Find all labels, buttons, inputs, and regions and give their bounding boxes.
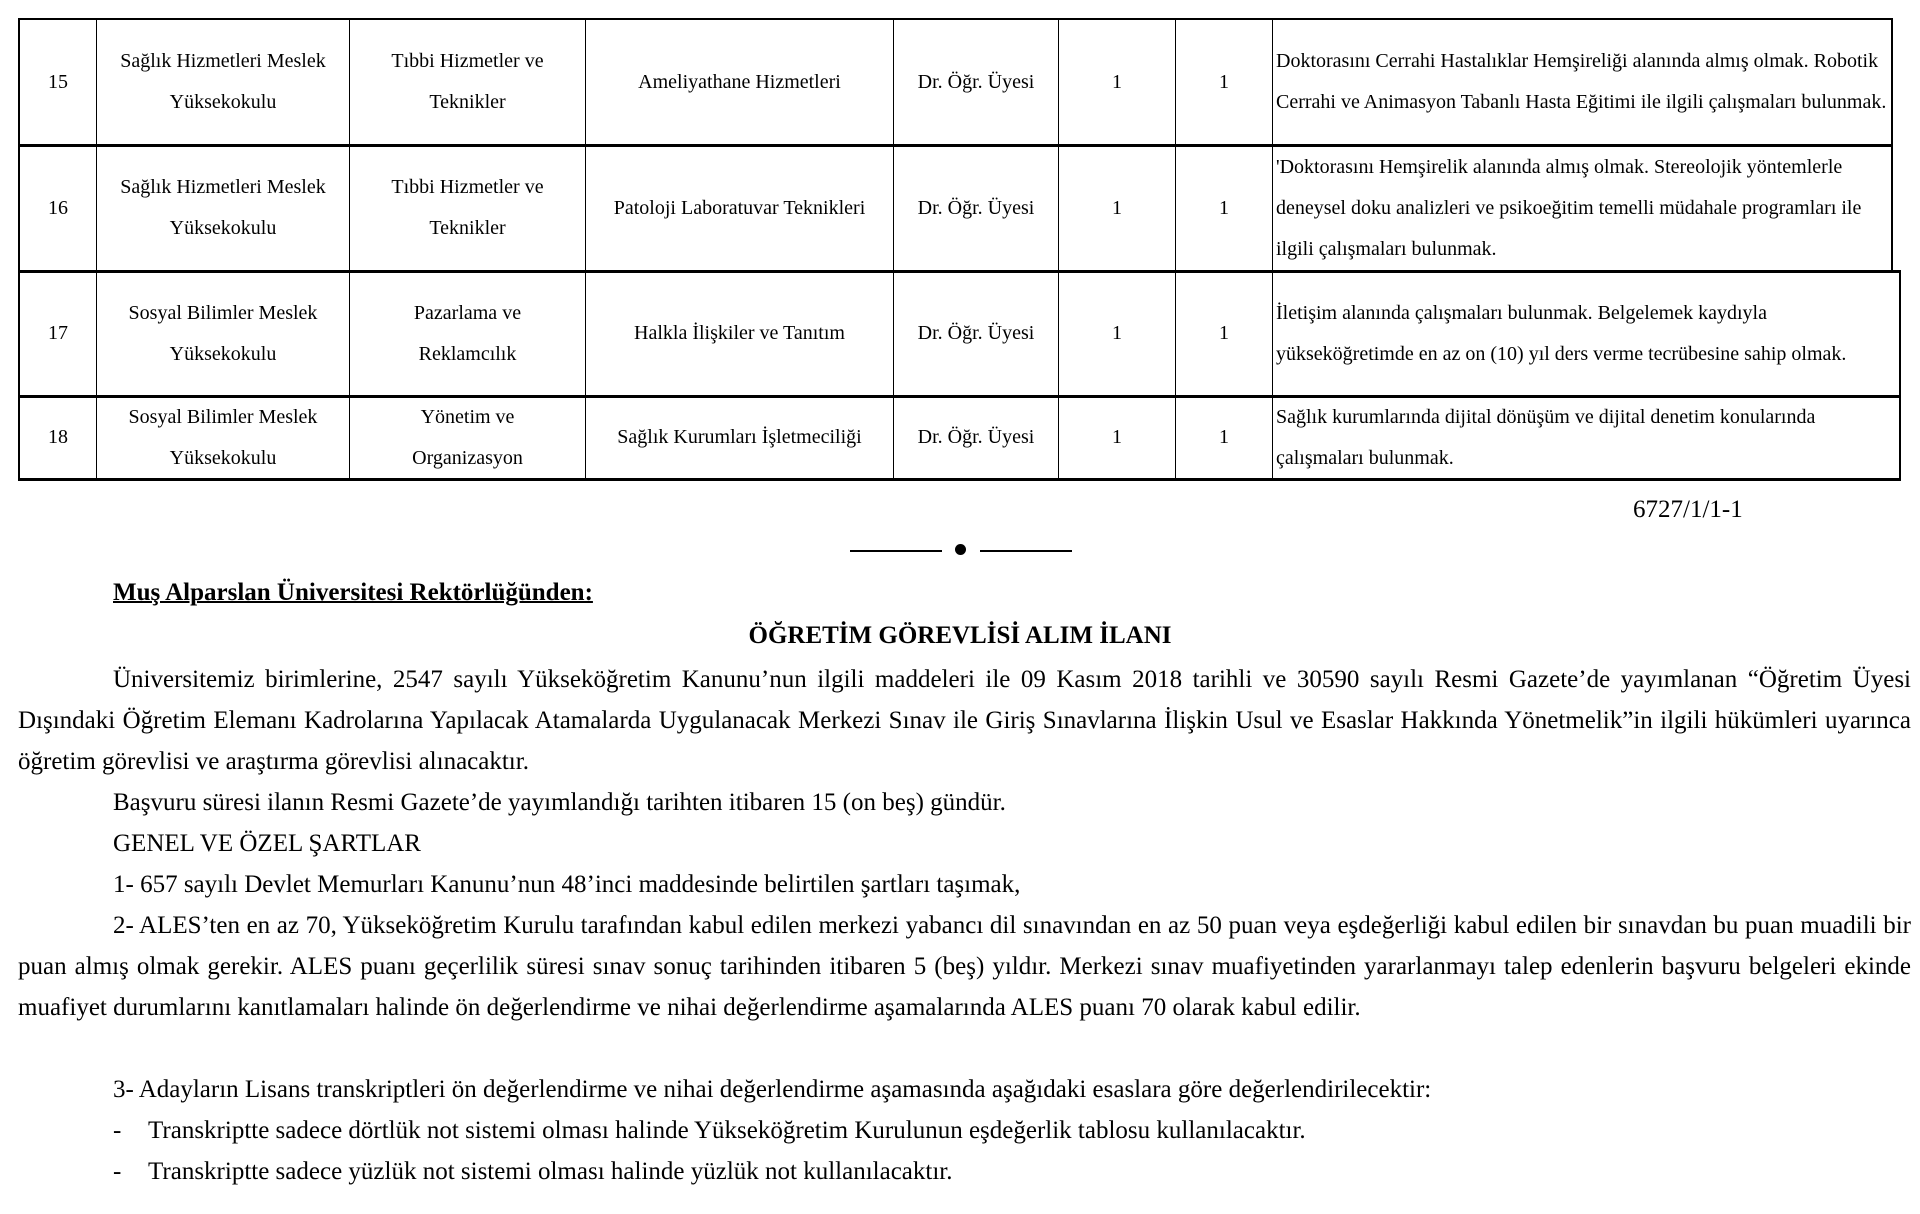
program-name: Patoloji Laboratuvar Teknikleri <box>613 196 866 219</box>
department-name: Pazarlama ve Reklamcılık <box>413 301 522 365</box>
cell-title <box>893 145 1058 271</box>
cell-no <box>18 271 96 396</box>
table-row <box>18 145 1893 271</box>
position-count: 1 <box>1219 70 1229 93</box>
separator-dash <box>980 550 1072 552</box>
unit-name: Sosyal Bilimler Meslek Yüksekokulu <box>128 301 318 365</box>
table-row-divider <box>18 395 1901 398</box>
position-count: 1 <box>1219 322 1229 344</box>
conditions-heading: GENEL VE ÖZEL ŞARTLAR <box>113 830 421 857</box>
degree-value: 1 <box>1112 426 1122 448</box>
cell-department <box>349 145 585 271</box>
cell-program <box>585 396 893 479</box>
program-name: Halkla İlişkiler ve Tanıtım <box>634 322 845 344</box>
table-row <box>18 19 1893 145</box>
requirements-text: 'Doktorasını Hemşirelik alanında almış olmak. Stereolojik yöntemlerle deneysel doku analizleri ve psikoeğitim temelli müdahale programları ile ilgili çalışmaları bulunmak. <box>1276 155 1862 260</box>
intro-text: Üniversitemiz birimlerine, 2547 sayılı Yükseköğretim Kanunu’nun ilgili maddeleri ile 09 Kasım 2018 tarihli ve 30590 sayılı Resmi Gazete’de yayımlanan “Öğretim Üyesi Dışındaki Öğretim Elemanı Kadrolarına Yapılacak Atamalarda Uygulanacak Merkezi Sınav ile Giriş Sınavlarına İlişkin Usul ve Esaslar Hakkında Yönetmelik”in ilgili hükümleri uyarınca öğretim görevlisi ve araştırma görevlisi alınacaktır. <box>18 666 1911 775</box>
bullet-item <box>113 1110 1306 1151</box>
cell-degree <box>1058 19 1175 145</box>
cell-unit <box>96 145 349 271</box>
cell-count <box>1175 271 1272 396</box>
degree-value: 1 <box>1112 196 1122 219</box>
department-name: Tıbbi Hizmetler ve Teknikler <box>391 50 544 113</box>
intro-paragraph <box>18 659 1911 782</box>
cell-program <box>585 19 893 145</box>
bullet-text: Transkriptte sadece dörtlük not sistemi olması halinde Yükseköğretim Kurulunun eşdeğerlik tablosu kullanılacaktır. <box>148 1117 1306 1144</box>
cell-requirements <box>1272 271 1901 396</box>
row-number: 17 <box>48 322 68 344</box>
row-number: 16 <box>48 196 68 219</box>
academic-title: Dr. Öğr. Üyesi <box>917 322 1035 344</box>
cell-count <box>1175 19 1272 145</box>
cell-degree <box>1058 396 1175 479</box>
table-border-bottom <box>18 478 1901 481</box>
cell-title <box>893 396 1058 479</box>
separator-dash <box>850 550 942 552</box>
cell-count <box>1175 145 1272 271</box>
bullet-text: Transkriptte sadece yüzlük not sistemi olması halinde yüzlük not kullanılacaktır. <box>148 1158 953 1185</box>
cell-department <box>349 271 585 396</box>
bullet-marker: - <box>113 1158 122 1185</box>
cell-unit <box>96 19 349 145</box>
academic-title: Dr. Öğr. Üyesi <box>917 196 1035 219</box>
condition-3: 3- Adayların Lisans transkriptleri ön değerlendirme ve nihai değerlendirme aşamasında aşağıdaki esaslara göre değerlendirilecektir: <box>113 1076 1432 1103</box>
degree-value: 1 <box>1112 70 1122 93</box>
requirements-text: Sağlık kurumlarında dijital dönüşüm ve dijital denetim konularında çalışmaları bulunmak. <box>1276 405 1816 469</box>
program-name: Ameliyathane Hizmetleri <box>638 70 841 93</box>
cell-department <box>349 396 585 479</box>
cell-requirements <box>1272 19 1893 145</box>
cell-unit <box>96 396 349 479</box>
row-number: 15 <box>48 70 68 93</box>
cell-title <box>893 271 1058 396</box>
bullet-marker: - <box>113 1117 122 1144</box>
cell-unit <box>96 271 349 396</box>
cell-requirements <box>1272 145 1893 271</box>
cell-degree <box>1058 145 1175 271</box>
degree-value: 1 <box>1112 322 1122 344</box>
department-name: Tıbbi Hizmetler ve Teknikler <box>391 176 544 239</box>
academic-title: Dr. Öğr. Üyesi <box>917 70 1035 93</box>
condition-1: 1- 657 sayılı Devlet Memurları Kanunu’nun 48’inci maddesinde belirtilen şartları taşımak, <box>113 871 1021 898</box>
cell-requirements <box>1272 396 1901 479</box>
announcement-title: ÖĞRETİM GÖREVLİSİ ALIM İLANI <box>748 622 1172 649</box>
table-border-top <box>18 18 1893 20</box>
cell-no <box>18 145 96 271</box>
requirements-text: Doktorasını Cerrahi Hastalıklar Hemşireliği alanında almış olmak. Robotik Cerrahi ve Animasyon Tabanlı Hasta Eğitimi ile ilgili çalışmaları bulunmak. <box>1276 50 1887 113</box>
cell-department <box>349 19 585 145</box>
cell-program <box>585 145 893 271</box>
cell-count <box>1175 396 1272 479</box>
bullet-item <box>113 1151 952 1192</box>
reference-number: 6727/1/1-1 <box>1633 496 1743 523</box>
table-row <box>18 271 1901 396</box>
program-name: Sağlık Kurumları İşletmeciliği <box>617 426 862 448</box>
row-number: 18 <box>48 426 68 448</box>
application-period: Başvuru süresi ilanın Resmi Gazete’de yayımlandığı tarihten itibaren 15 (on beş) gündür. <box>113 789 1006 816</box>
position-count: 1 <box>1219 426 1229 448</box>
cell-no <box>18 19 96 145</box>
condition-2-text: 2- ALES’ten en az 70, Yükseköğretim Kurulu tarafından kabul edilen merkezi yabancı dil sınavından en az 50 puan veya eşdeğerliği kabul edilen bir sınavdan bu puan muadili bir puan almış olmak gerekir. ALES puanı geçerlilik süresi sınav sonuç tarihinden itibaren 5 (beş) yıldır. Merkezi sınav muafiyetinden yararlanmayı talep edenlerin başvuru belgeleri ekinde muafiyet durumlarını kanıtlamaları halinde ön değerlendirme ve nihai değerlendirme aşamalarında ALES puanı 70 olarak kabul edilir. <box>18 912 1911 1021</box>
requirements-text: İletişim alanında çalışmaları bulunmak. Belgelemek kaydıyla yükseköğretimde en az on (10) yıl ders verme tecrübesine sahip olmak. <box>1276 301 1847 365</box>
department-name: Yönetim ve Organizasyon <box>412 405 523 469</box>
cell-no <box>18 396 96 479</box>
cell-program <box>585 271 893 396</box>
cell-title <box>893 19 1058 145</box>
table-row <box>18 396 1901 479</box>
bullet-separator-icon <box>850 539 1080 559</box>
issuer-heading: Muş Alparslan Üniversitesi Rektörlüğünden: <box>113 579 593 606</box>
table-row-divider <box>18 144 1893 147</box>
condition-2 <box>18 905 1911 1028</box>
table-row-divider <box>18 270 1901 273</box>
academic-title: Dr. Öğr. Üyesi <box>917 426 1035 448</box>
position-count: 1 <box>1219 196 1229 219</box>
cell-degree <box>1058 271 1175 396</box>
unit-name: Sağlık Hizmetleri Meslek Yüksekokulu <box>120 176 326 239</box>
unit-name: Sağlık Hizmetleri Meslek Yüksekokulu <box>120 50 326 113</box>
separator-dot <box>955 544 966 555</box>
unit-name: Sosyal Bilimler Meslek Yüksekokulu <box>128 405 318 469</box>
